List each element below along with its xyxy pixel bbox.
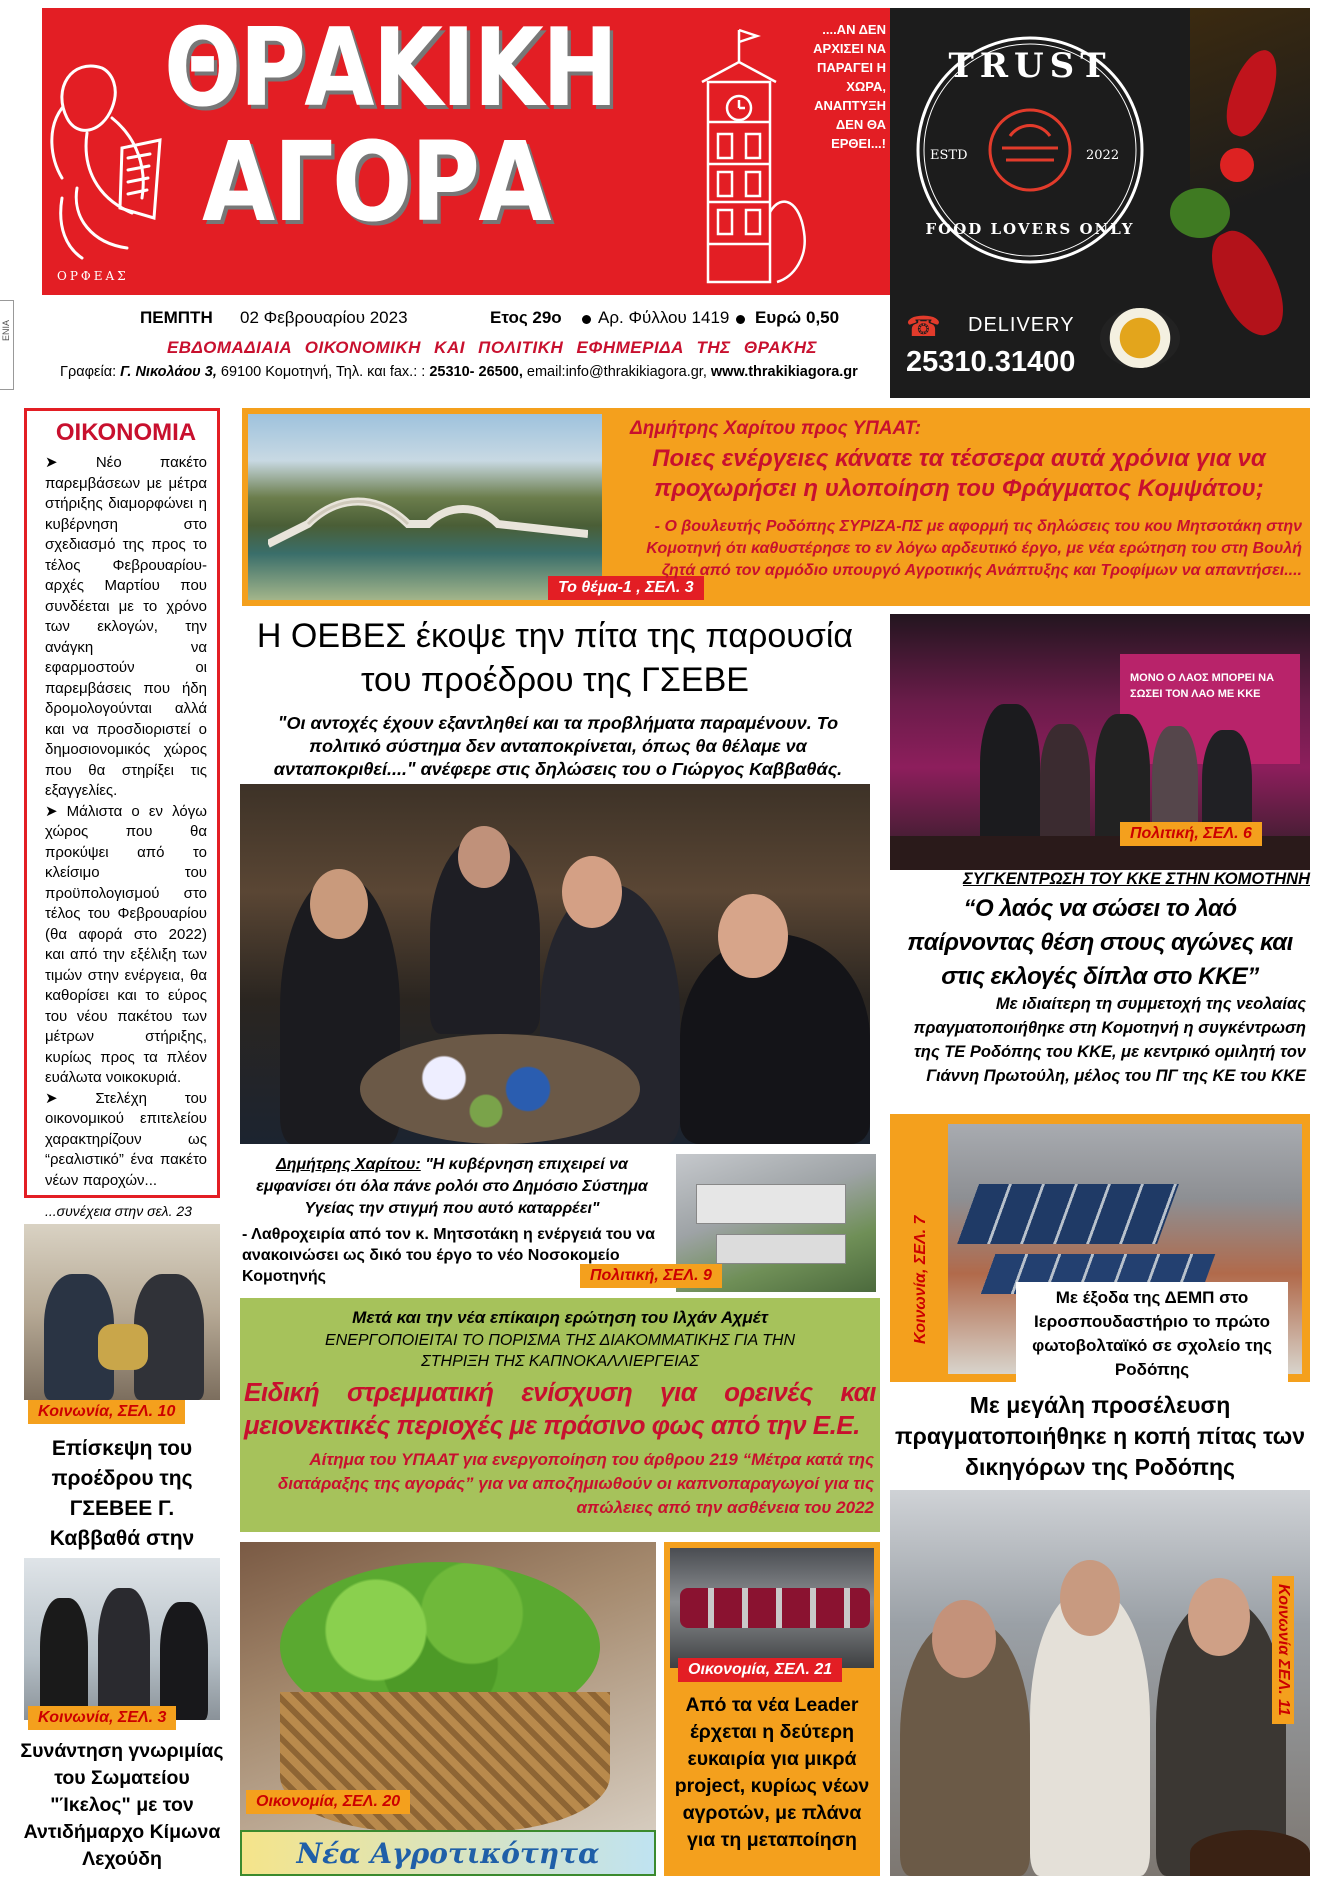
xylagani-photo [24, 1224, 220, 1400]
sidebar-paragraph: ➤ Στελέχη του οικονομικού επιτελείου χαρακτηρίζουν ως “ρεαλιστικό” ένα πακέτο νέων παροχών... [45, 1089, 207, 1189]
tag-ikelos[interactable]: Κοινωνία, ΣΕΛ. 3 [28, 1706, 176, 1730]
day-label: ΠΕΜΠΤΗ [140, 308, 213, 327]
bridge-drawing [268, 484, 588, 564]
story-leader [664, 1542, 880, 1876]
tag-leader[interactable]: Οικονομία, ΣΕΛ. 21 [678, 1658, 842, 1682]
dam-headline: Ποιες ενέργειες κάνατε τα τέσσερα αυτά χρόνια για να προχωρήσει η υλοποίηση του Φράγματος Κομψάτου; [652, 445, 1266, 502]
tag-greens[interactable]: Οικονομία, ΣΕΛ. 20 [246, 1790, 410, 1814]
address-web[interactable]: www.thrakikiagora.gr [710, 364, 858, 380]
person-silhouette [40, 1598, 88, 1720]
ad-phone[interactable]: 25310.31400 [906, 346, 1076, 378]
kke-banner: ΜΟΝΟ Ο ΛΑΟΣ ΜΠΟΡΕΙ ΝΑ ΣΩΣΕΙ ΤΟΝ ΛΑΟ ΜΕ ΚΚΕ [1120, 654, 1300, 764]
story-dam [242, 408, 1310, 606]
tag-dam[interactable]: Το θέμα-1 , ΣΕΛ. 3 [548, 576, 704, 600]
person-silhouette [160, 1602, 208, 1720]
dam-body: - Ο βουλευτής Ροδόπης ΣΥΡΙΖΑ-ΠΣ με αφορμή τις δηλώσεις του κου Μητσοτάκη στην Κομοτηνή ότι καθυστέρησε το εν λόγω αρδευτικό έργο, με νέα ερώτηση του στη Βουλή ζητά από τον αρμόδιο υπουργό Αγροτικής Ανάπτυξης και Τροφίμων να απαντήσει.... [646, 518, 1302, 579]
person-face [458, 826, 510, 888]
masthead-subtitle: ΕΒΔΟΜΑΔΙΑΙΑ ΟΙΚΟΝΟΜΙΚΗ ΚΑΙ ΠΟΛΙΤΙΚΗ ΕΦΗΜΕΡΙΔΑ ΤΗΣ ΘΡΑΚΗΣ [166, 338, 818, 357]
tobacco-intro: Μετά και την νέα επίκαιρη ερώτηση του Ιλχάν Αχμέτ [352, 1308, 768, 1327]
economy-sidebar [24, 408, 220, 1219]
ad-delivery: DELIVERY [968, 314, 1075, 336]
bullet-dot [582, 315, 591, 324]
orpheus-logo [42, 48, 172, 288]
address-email[interactable]: email:info@thrakikiagora.gr, [526, 364, 707, 380]
ad-year: 2022 [1086, 148, 1120, 163]
masthead-title-line2: ΑΓΟΡΑ [202, 118, 550, 246]
dam-kicker: Δημήτρης Χαρίτου προς ΥΠΑΑΤ: [630, 418, 922, 439]
person-silhouette [98, 1588, 150, 1720]
bullet-dot [736, 315, 745, 324]
ikelos-headline: Συνάντηση γνωριμίας του Σωματείου "Ίκελος" με τον Αντιδήμαρχο Κίμωνα Λεχούδη [20, 1740, 224, 1870]
table-plates [360, 1034, 640, 1144]
leader-headline: Από τα νέα Leader έρχεται η δεύτερη ευκαιρία για μικρά project, κυρίως νέων αγροτών, με πλάνα για τη μεταποίηση [674, 1694, 870, 1851]
ad-bowl [1100, 308, 1180, 368]
building-block [716, 1234, 846, 1264]
clock-tower-illustration [682, 22, 814, 288]
kke-body: Με ιδιαίτερη τη συμμετοχή της νεολαίας πραγματοποιήθηκε στη Κομοτηνή η συγκέντρωση της ΤΕ Ροδόπης του ΚΚΕ, με κεντρικό ομιλητή τον Γιάννη Πρωτούλη, μέλος του ΠΓ της ΚΕ του ΚΚΕ [913, 995, 1306, 1085]
cake [1190, 1830, 1310, 1876]
tag-kke[interactable]: Πολιτική, ΣΕΛ. 6 [1120, 822, 1262, 846]
issue-label: Αρ. Φύλλου 1419 [598, 308, 730, 327]
gift-basket [98, 1324, 148, 1370]
person-face [1188, 1578, 1250, 1656]
tag-lawyers[interactable]: Κοινωνία ΣΕΛ. 11 [1272, 1576, 1294, 1724]
nea-agrotikotita-banner[interactable] [240, 1830, 656, 1876]
masthead-title-line1: ΘΡΑΚΙΚΗ [164, 6, 617, 131]
trust-ad[interactable] [890, 8, 1310, 398]
hospital-body: - Λαθροχειρία από τον κ. Μητσοτάκη η ενέργειά του να ανακοινώσει ως δικό του έργο το νέο Νοσοκομείο Κομοτηνής [242, 1226, 655, 1285]
greens-basket-photo [240, 1542, 656, 1832]
tag-hospital[interactable]: Πολιτική, ΣΕΛ. 9 [580, 1264, 722, 1288]
kke-kicker: ΣΥΓΚΕΝΤΡΩΣΗ ΤΟΥ ΚΚΕ ΣΤΗΝ ΚΟΜΟΤΗΝΗ [962, 870, 1310, 888]
tag-xylagani[interactable]: Κοινωνία, ΣΕΛ. 10 [28, 1400, 185, 1424]
solar-panels [957, 1184, 1179, 1244]
side-badge [0, 300, 14, 390]
story-solar [890, 1114, 1310, 1382]
person-silhouette [980, 704, 1040, 854]
date-line [140, 308, 880, 334]
date-label: 02 Φεβρουαρίου 2023 [240, 308, 408, 327]
solar-caption: Με έξοδα της ΔΕΜΠ στο Ιεροσπουδαστήριο το πρώτο φωτοβολταϊκό σε σχολείο της Ροδόπης [1016, 1282, 1288, 1386]
bridge-photo [248, 414, 602, 600]
masthead-slogan: ....ΑΝ ΔΕΝ ΑΡΧΙΣΕΙ ΝΑ ΠΑΡΑΓΕΙ Η ΧΩΡΑ, ΑΝΑΠΤΥΞΗ ΔΕΝ ΘΑ ΕΡΘΕΙ...! [813, 22, 886, 151]
address-tel: 25310- 26500, [429, 364, 523, 380]
tobacco-headline: Ειδική στρεμματική ενίσχυση για ορεινές και μειονεκτικές περιοχές με πράσινο φως από την Ε.Ε. [244, 1377, 876, 1440]
sidebar-paragraph: ➤ Μάλιστα ο εν λόγω χώρος που θα προκύψει από το κλείσιμο του προϋπολογισμού στο τέλος του Φεβρουαρίου (θα αφορά στο 2022) και από την εξέλιξη των τιμών στην ενέργεια, θα καθορίσει και το εύρος του νέου πακέτου των μέτρων στήριξης, κυρίως προς τα πλέον ευάλωτα νοικοκυριά. [45, 802, 207, 1086]
tag-solar[interactable]: Κοινωνία, ΣΕΛ. 7 [912, 1215, 929, 1344]
sidebar-paragraph: ➤ Νέο πακέτο παρεμβάσεων με μέτρα στήριξης διαμορφώνει η κυβέρνηση στο σχεδιασμό της προς το τέλος Φεβρουαρίου-αρχές Μαρτίου που συνδέεται με το χρόνο των εκλογών, την ανάγκη να εφαρμοστούν οι παρεμβάσεις που ήδη δρομολογούνται αλλά και να προσδιοριστεί ο δημοσιονομικός χώρος που θα στηρίξει τις εξαγγελίες. [45, 454, 207, 799]
lawyers-headline: Με μεγάλη προσέλευση πραγματοποιήθηκε η κοπή πίτας των δικηγόρων της Ροδόπης [894, 1392, 1305, 1480]
person-face [1060, 1560, 1120, 1636]
sidebar-continue-link[interactable]: ...συνέχεια στην σελ. 23 [45, 1203, 192, 1219]
address-tel-label: Τηλ. και fax.: : [335, 364, 426, 380]
leader-photo [670, 1548, 874, 1668]
ad-brand: TRUST [948, 46, 1112, 86]
person-face [562, 856, 622, 928]
price-label: Ευρώ [755, 308, 802, 327]
price-value: 0,50 [806, 308, 840, 327]
kke-headline: “Ο λαός να σώσει το λαό παίρνοντας θέση στους αγώνες και στις εκλογές δίπλα στο ΚΚΕ” [907, 895, 1293, 990]
person-silhouette [1040, 724, 1090, 854]
ad-herb [1170, 188, 1230, 238]
lawyers-photo [890, 1490, 1310, 1876]
oeves-dinner-photo [240, 784, 870, 1144]
oeves-headline: Η ΟΕΒΕΣ έκοψε την πίτα της παρουσία του προέδρου της ΓΣΕΒΕ [256, 617, 854, 699]
hospital-text [242, 1154, 662, 1220]
ad-slogan: FOOD LOVERS ONLY [925, 220, 1135, 238]
banner-text: Νέα Αγροτικότητα [296, 1837, 600, 1870]
address-prefix: Γραφεία: [60, 364, 117, 380]
hospital-kicker: Δημήτρης Χαρίτου: [276, 1156, 421, 1173]
ad-tomato [1220, 148, 1254, 182]
person-face [932, 1600, 996, 1678]
xylagani-headline: Επίσκεψη του προέδρου της ΓΣΕΒΕΕ Γ. Καββαθά στην [49, 1437, 195, 1550]
hospital-quote: "Η κυβέρνηση επιχειρεί να εμφανίσει ότι όλα πάνε ρολόι στο Δημόσιο Σύστημα Υγείας την στιγμή που αυτό καταρρέει" [256, 1156, 648, 1217]
person-face [310, 869, 368, 939]
address-street: Γ. Νικολάου 3, [120, 364, 217, 380]
tobacco-caps: ΕΝΕΡΓΟΠΟΙΕΙΤΑΙ ΤΟ ΠΟΡΙΣΜΑ ΤΗΣ ΔΙΑΚΟΜΜΑΤΙΚΗΣ ΓΙΑ ΤΗΝ ΣΤΗΡΙΞΗ ΤΗΣ ΚΑΠΝΟΚΑΛΛΙΕΡΓΕΙΑΣ [324, 1332, 796, 1370]
side-badge-text: ΕΝΙΑ [1, 319, 11, 341]
year-label: Ετος 29ο [490, 308, 562, 327]
building-block [696, 1184, 846, 1224]
tobacco-body: Αίτημα του ΥΠΑΑΤ για ενεργοποίηση του άρθρου 219 “Μέτρα κατά της διατάραξης της αγοράς” για να αποζημιωθούν οι καπνοπαραγωγοί για τις απώλειες από την ασθένεια του 2022 [277, 1450, 874, 1517]
phone-icon: ☎ [906, 311, 941, 342]
oeves-quote: "Οι αντοχές έχουν εξαντληθεί και τα προβλήματα παραμένουν. Το πολιτικό σύστημα δεν ανταποκρίνεται, όπως θα θέλαμε να ανταποκριθεί...." ανέφερε στις δηλώσεις του ο Γιώργος Καββαθάς. [273, 713, 843, 779]
masthead [42, 8, 890, 398]
address-line [60, 364, 890, 380]
logo-caption: ΟΡΦΕΑΣ [57, 269, 129, 283]
address-city: 69100 Κομοτηνή, [220, 364, 333, 380]
ikelos-photo [24, 1558, 220, 1720]
story-tobacco [240, 1298, 880, 1532]
sidebar-heading: ΟΙΚΟΝΟΜΙΑ [55, 419, 197, 446]
ad-estd: ESTD [930, 148, 968, 163]
person-face [718, 894, 788, 978]
jam-jars [680, 1588, 870, 1628]
